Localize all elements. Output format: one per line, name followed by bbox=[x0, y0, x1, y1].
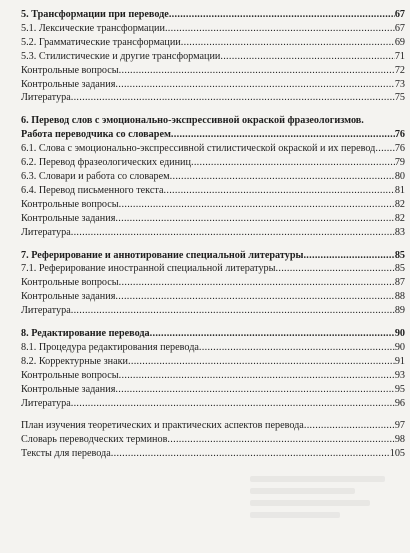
toc-page-number: 88 bbox=[394, 291, 405, 303]
toc-heading[interactable] bbox=[21, 249, 405, 263]
toc-page-number: 76 bbox=[394, 129, 405, 141]
toc-leader-dots bbox=[164, 184, 395, 198]
toc-leader-dots bbox=[304, 419, 395, 433]
toc-heading[interactable] bbox=[21, 327, 405, 341]
toc-leader-dots bbox=[71, 397, 395, 411]
toc-entry-title: Контрольные задания bbox=[21, 383, 116, 395]
toc-heading[interactable] bbox=[21, 128, 405, 142]
toc-entry[interactable] bbox=[21, 276, 405, 290]
toc-entry[interactable] bbox=[21, 22, 405, 36]
toc-appendices bbox=[21, 419, 405, 461]
toc-page-number: 93 bbox=[394, 369, 405, 381]
toc-page-number: 81 bbox=[394, 184, 405, 196]
toc-entry-title: 6.2. Перевод фразеологических единиц bbox=[21, 157, 191, 169]
toc-entry[interactable] bbox=[21, 36, 405, 50]
toc-heading-title: Работа переводчика со словарем bbox=[21, 129, 171, 141]
toc-leader-dots bbox=[181, 36, 395, 50]
toc-entry[interactable] bbox=[21, 78, 405, 92]
toc-leader-dots bbox=[150, 327, 395, 341]
toc-leader-dots bbox=[119, 198, 395, 212]
toc-entry-title: Контрольные задания bbox=[21, 291, 116, 303]
toc-leader-dots bbox=[119, 369, 395, 383]
toc-leader-dots bbox=[191, 156, 395, 170]
toc-entry[interactable] bbox=[21, 156, 405, 170]
toc-heading-line: 6. Перевод слов с эмоционально-экспрессивной окраской фразеологизмов. bbox=[21, 115, 364, 127]
toc-page-number: 69 bbox=[394, 36, 405, 48]
toc-section-5 bbox=[21, 8, 405, 105]
toc-leader-dots bbox=[119, 64, 395, 78]
toc-leader-dots bbox=[220, 50, 394, 64]
toc-page-number: 98 bbox=[394, 434, 405, 446]
toc-entry-title: 6.1. Слова с эмоционально-экспрессивной стилистической окраской и их перевод bbox=[21, 143, 376, 155]
toc-entry-title: Контрольные задания bbox=[21, 212, 116, 224]
toc-entry-title: Контрольные вопросы bbox=[21, 198, 119, 210]
toc-entry-title: Литература bbox=[21, 92, 71, 104]
toc-page-number: 95 bbox=[394, 383, 405, 395]
toc-entry[interactable] bbox=[21, 433, 405, 447]
toc-entry[interactable] bbox=[21, 170, 405, 184]
toc-page-number: 71 bbox=[394, 50, 405, 62]
toc-page-number: 67 bbox=[394, 22, 405, 34]
toc-page-number: 79 bbox=[394, 157, 405, 169]
toc-section-6 bbox=[21, 114, 405, 239]
toc-entry-title: Литература bbox=[21, 305, 71, 317]
toc-page-number: 82 bbox=[394, 212, 405, 224]
toc-leader-dots bbox=[71, 226, 395, 240]
toc-entry-title: 8.2. Корректурные знаки bbox=[21, 355, 129, 367]
toc-entry-title: Контрольные вопросы bbox=[21, 369, 119, 381]
toc-page-number: 96 bbox=[394, 397, 405, 409]
toc-leader-dots bbox=[170, 170, 395, 184]
toc-page-number: 87 bbox=[394, 277, 405, 289]
toc-leader-dots bbox=[165, 22, 395, 36]
toc-leader-dots bbox=[171, 128, 395, 142]
toc-entry-title: 6.4. Перевод письменного текста bbox=[21, 184, 164, 196]
toc-entry[interactable] bbox=[21, 290, 405, 304]
toc-entry-title: 7.1. Реферирование иностранной специальной литературы bbox=[21, 263, 276, 275]
toc-leader-dots bbox=[111, 447, 390, 461]
toc-section-8 bbox=[21, 327, 405, 410]
toc-leader-dots bbox=[115, 290, 394, 304]
toc-page-number: 91 bbox=[394, 355, 405, 367]
toc-entry-title: 8.1. Процедура редактирования перевода bbox=[21, 341, 199, 353]
toc-entry[interactable] bbox=[21, 50, 405, 64]
toc-page-number: 97 bbox=[394, 420, 405, 432]
toc-heading[interactable] bbox=[21, 8, 405, 22]
toc-entry[interactable] bbox=[21, 64, 405, 78]
toc-page-number: 83 bbox=[394, 226, 405, 238]
toc-page-number: 85 bbox=[394, 263, 405, 275]
toc-leader-dots bbox=[119, 276, 395, 290]
toc-entry[interactable] bbox=[21, 304, 405, 318]
toc-entry[interactable] bbox=[21, 262, 405, 276]
toc-leader-dots bbox=[375, 142, 394, 156]
toc-leader-dots bbox=[71, 304, 395, 318]
toc-leader-dots bbox=[115, 212, 394, 226]
toc-page-number: 89 bbox=[394, 305, 405, 317]
toc-leader-dots bbox=[115, 383, 394, 397]
toc-entry[interactable] bbox=[21, 355, 405, 369]
toc-entry[interactable] bbox=[21, 341, 405, 355]
toc-page-number: 76 bbox=[394, 143, 405, 155]
toc-entry-title: Словарь переводческих терминов bbox=[21, 434, 168, 446]
show-through-text bbox=[250, 470, 400, 540]
toc-heading-title: 5. Трансформации при переводе bbox=[21, 9, 169, 20]
toc-page-number: 73 bbox=[394, 78, 405, 90]
toc-leader-dots bbox=[276, 262, 395, 276]
toc-entry-title: Тексты для перевода bbox=[21, 448, 111, 460]
toc-entry[interactable] bbox=[21, 383, 405, 397]
toc-page-number: 75 bbox=[394, 92, 405, 104]
toc-entry[interactable] bbox=[21, 226, 405, 240]
toc-entry[interactable] bbox=[21, 198, 405, 212]
toc-leader-dots bbox=[199, 341, 395, 355]
toc-section-7 bbox=[21, 249, 405, 319]
toc-page-number: 85 bbox=[394, 249, 405, 261]
toc-entry-title: 5.3. Стилистические и другие трансформации bbox=[21, 50, 221, 62]
toc-heading-title: 8. Редактирование перевода bbox=[21, 328, 150, 340]
toc-leader-dots bbox=[167, 433, 394, 447]
toc-heading-title: 7. Реферирование и аннотирование специальной литературы bbox=[21, 249, 304, 261]
toc-page-number: 67 bbox=[394, 9, 405, 20]
toc-page-number: 82 bbox=[394, 198, 405, 210]
toc-page-number: 105 bbox=[389, 448, 405, 460]
toc-entry-title: Контрольные задания bbox=[21, 78, 116, 90]
toc-entry[interactable] bbox=[21, 397, 405, 411]
toc-entry-title: Контрольные вопросы bbox=[21, 64, 119, 76]
toc-entry-title: Литература bbox=[21, 397, 71, 409]
toc-entry-title: 5.2. Грамматические трансформации bbox=[21, 36, 181, 48]
toc-page-number: 80 bbox=[394, 170, 405, 182]
toc-entry[interactable] bbox=[21, 142, 405, 156]
toc-entry[interactable] bbox=[21, 184, 405, 198]
toc-entry[interactable] bbox=[21, 212, 405, 226]
toc-entry-title: 5.1. Лексические трансформации bbox=[21, 22, 165, 34]
toc-leader-dots bbox=[71, 91, 395, 105]
toc-entry-title: Контрольные вопросы bbox=[21, 277, 119, 289]
toc-leader-dots bbox=[169, 8, 395, 22]
toc-entry-title: 6.3. Словари и работа со словарем bbox=[21, 170, 170, 182]
toc-page-number: 72 bbox=[394, 64, 405, 76]
toc-entry[interactable] bbox=[21, 91, 405, 105]
toc-leader-dots bbox=[115, 78, 394, 92]
toc-entry[interactable] bbox=[21, 369, 405, 383]
table-of-contents bbox=[21, 8, 405, 470]
toc-leader-dots bbox=[128, 355, 395, 369]
toc-page-number: 90 bbox=[394, 328, 405, 340]
toc-page-number: 90 bbox=[394, 341, 405, 353]
toc-entry[interactable] bbox=[21, 447, 405, 461]
toc-entry-title: План изучения теоретических и практических аспектов перевода bbox=[21, 420, 304, 432]
toc-leader-dots bbox=[303, 249, 394, 263]
toc-entry[interactable] bbox=[21, 419, 405, 433]
toc-entry-title: Литература bbox=[21, 226, 71, 238]
